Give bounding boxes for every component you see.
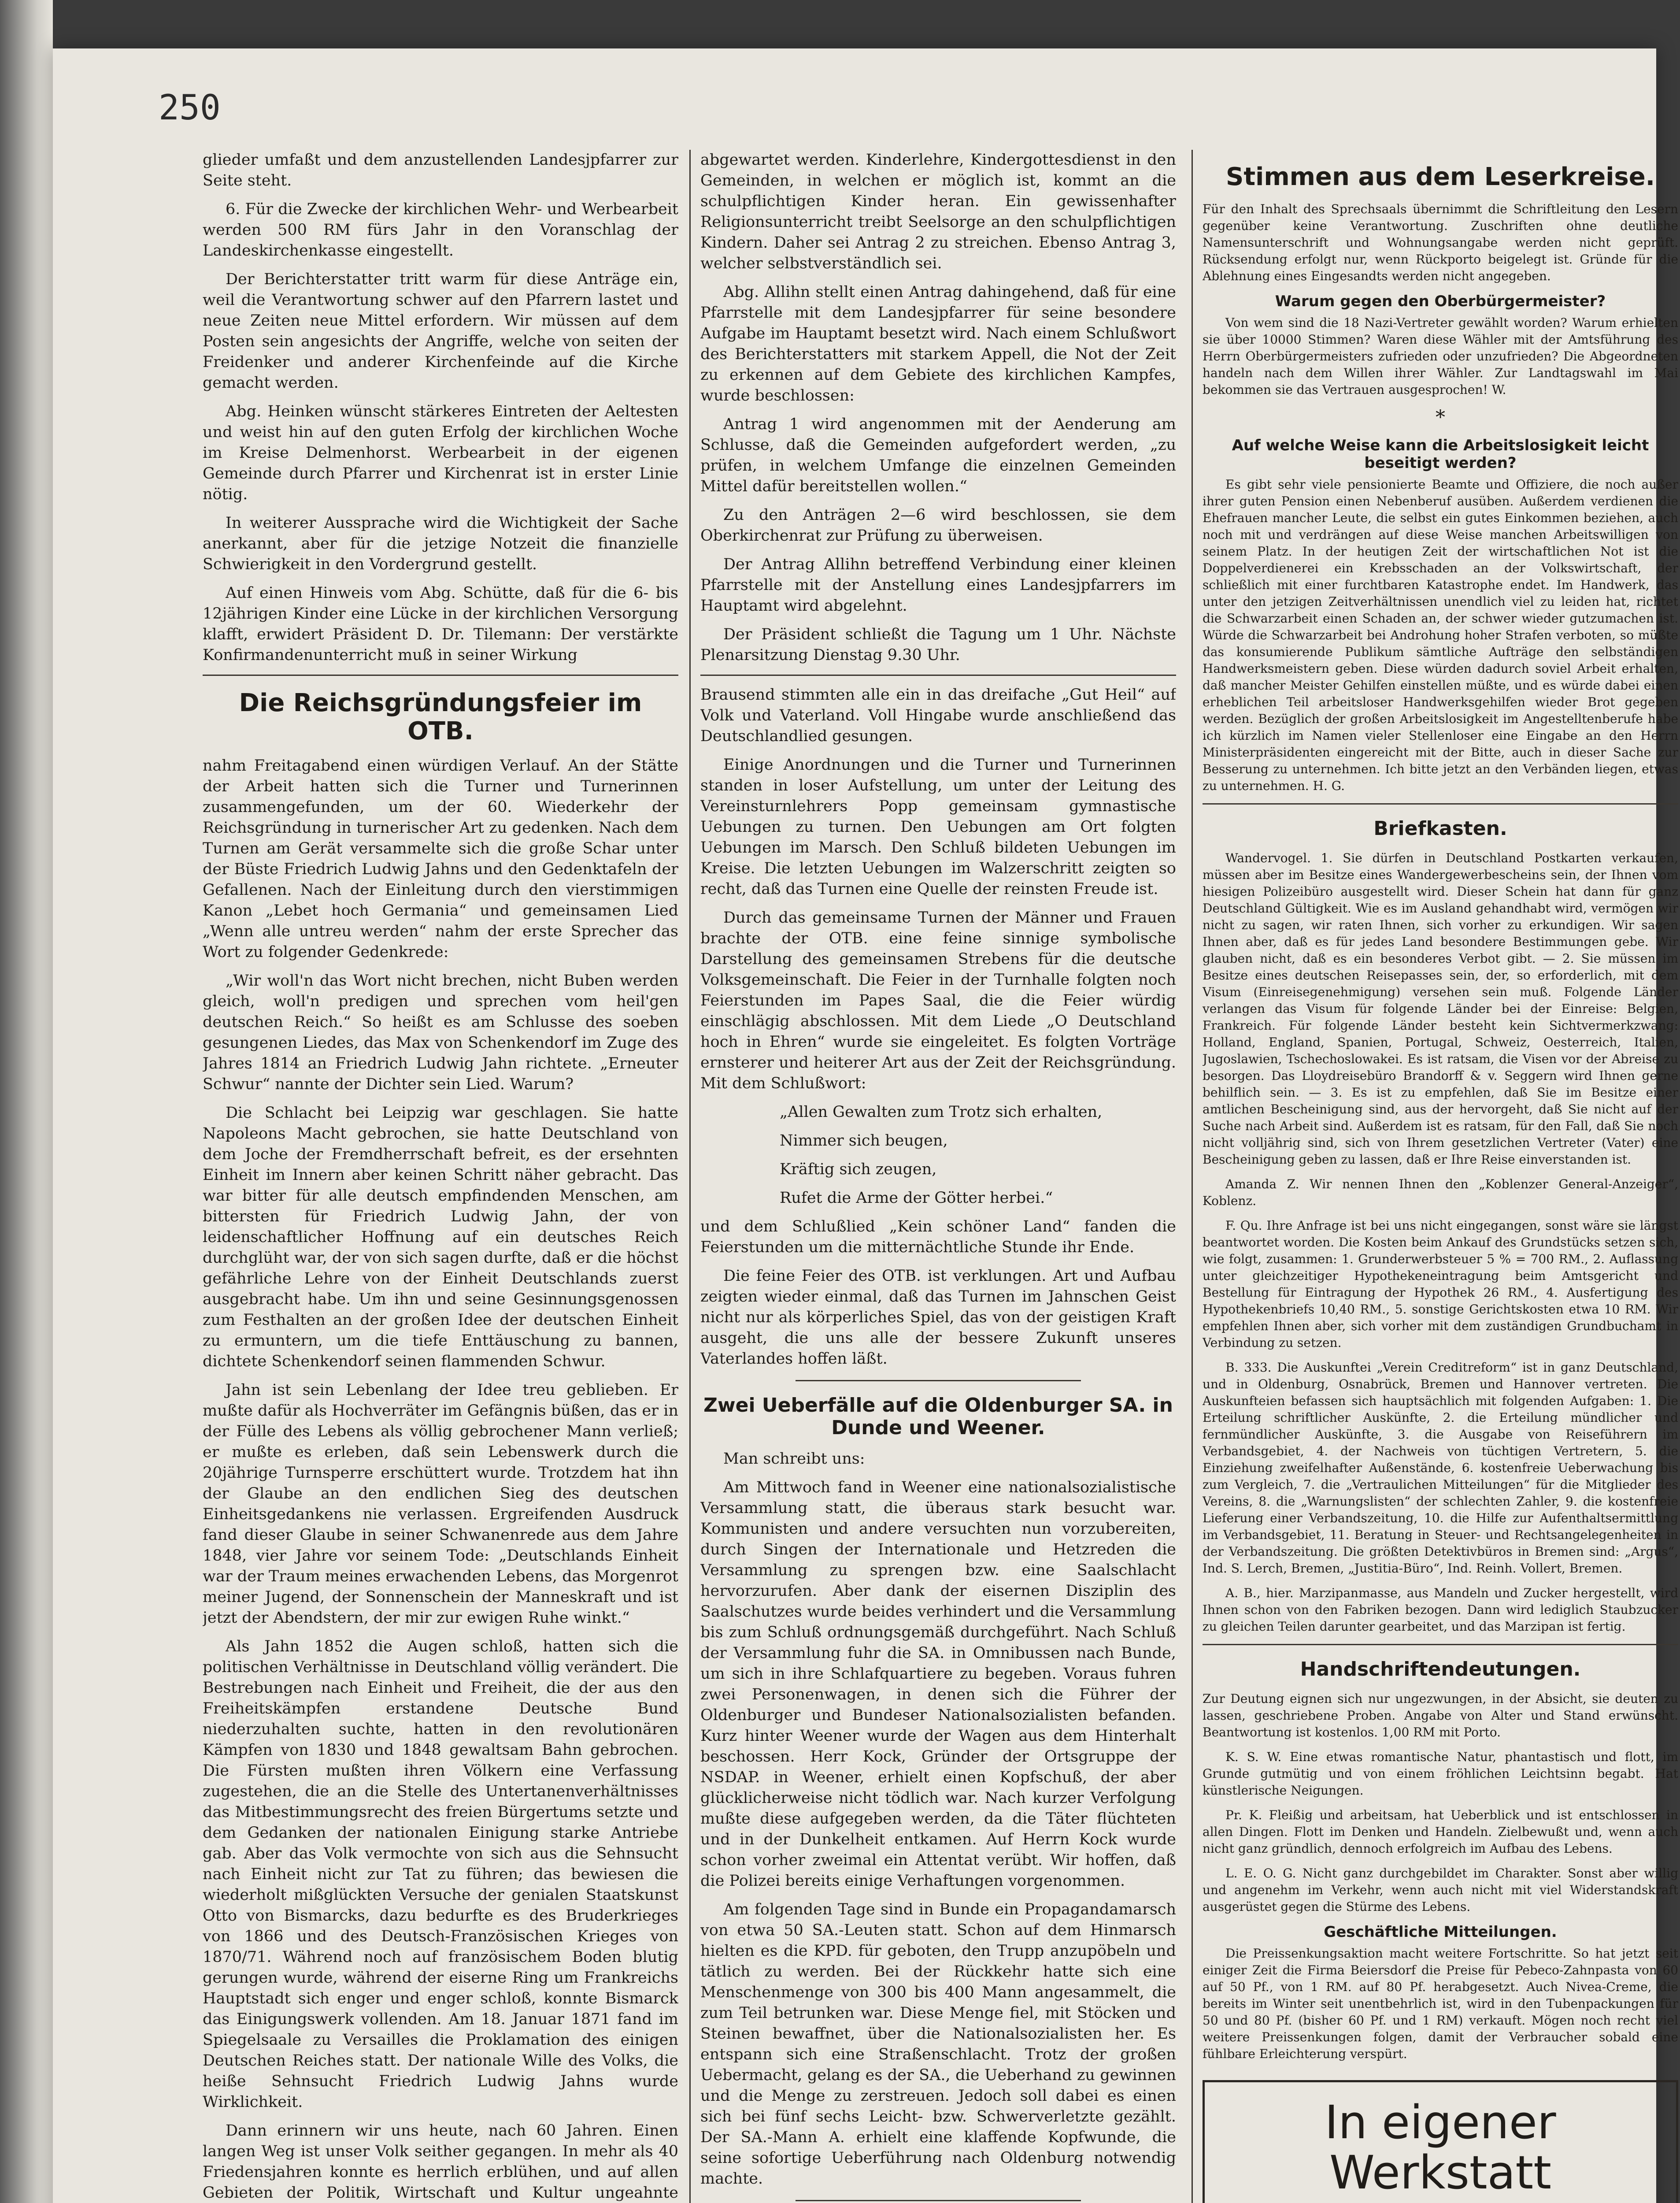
verse-line: Rufet die Arme der Götter herbei.“ (780, 1189, 1053, 1207)
article-paragraph: abgewartet werden. Kinderlehre, Kindergottesdienst in den Gemeinden, in welchen er möglich ist, kommt an die schulpflichtigen Kinder heran. Ein gewissenhafter Religionsunterricht treibt Seelsorge an den schulpflichtigen Kindern. Daher sei Antrag 2 zu streichen. Ebenso Antrag 3, welcher selbstverständlich sei. (700, 151, 1176, 272)
article-paragraph: Abg. Allihn stellt einen Antrag dahingehend, daß für eine Pfarrstelle mit dem Landesjpfarrer für seine besondere Aufgabe im Hauptamt besetzt wird. Nach einem Schlußwort des Berichterstatters mit starkem Appell, die Not der Zeit zu erkennen auf dem Gebiete des kirchlichen Kampfes, wurde beschlossen: (700, 283, 1176, 404)
newspaper-page (53, 48, 1678, 2203)
article-paragraph: Brausend stimmten alle ein in das dreifache „Gut Heil“ auf Volk und Vaterland. Voll Hingabe wurde anschließend das Deutschlandlied gesungen. (700, 686, 1176, 745)
briefkasten-entry: A. B., hier. Marzipanmasse, aus Mandeln und Zucker hergestellt, wird Ihnen schon von den Fabriken bezogen. Dann wird lediglich Staubzucker zu gleichen Teilen darunter gearbeitet, und das Marzipan ist fertig. (1203, 1585, 1678, 1634)
article-paragraph: In weiterer Aussprache wird die Wichtigkeit der Sache anerkannt, aber für die jetzige Notzeit die finanzielle Schwierigkeit in den Vordergrund gestellt. (203, 514, 678, 573)
column-3 (1203, 150, 1678, 2203)
letter-heading: Auf welche Weise kann die Arbeitslosigkeit leicht beseitigt werden? (1232, 437, 1649, 472)
article-paragraph: Am folgenden Tage sind in Bunde ein Propagandamarsch von etwa 50 SA.-Leuten statt. Schon auf dem Hinmarsch hielten es die KPD. für geboten, den Trupp anzupöbeln und tätlich zu werden. Bei der Rückkehr hatte sich eine Menschenmenge von 300 bis 400 Mann angesammelt, die zum Teil betrunken war. Diese Menge fiel, mit Stöcken und Steinen bewaffnet, über die Nationalsozialisten her. Es entspann sich eine Straßenschlacht. Trotz der großen Uebermacht, gelang es der SA., die Ueberhand zu gewinnen und die Menge zu zerstreuen. Jedoch soll dabei es einen sich bei fünf sechs Leicht- bzw. Schwerverletzte gezählt. Der SA.-Mann A. erhielt eine klaffende Kopfwunde, die seine sofortige Ueberführung nach Oldenburg notwendig machte. (700, 1901, 1176, 2188)
article-paragraph: nahm Freitagabend einen würdigen Verlauf. An der Stätte der Arbeit hatten sich die Turner und Turnerinnen zusammengefunden, um der 60. Wiederkehr der Reichsgründung in turnerischer Art zu gedenken. Nach dem Turnen am Gerät versammelte sich die große Schar unter der Büste Friedrich Ludwig Jahns und den Gedenktafeln der Gefallenen. Nach der Einleitung durch den vierstimmigen Kanon „Lebet hoch Germania“ und gemeinsamen Lied „Wenn alle untreu werden“ nahm der erste Sprecher das Wort zu folgender Gedenkrede: (203, 757, 678, 961)
article-paragraph: Der Berichterstatter tritt warm für diese Anträge ein, weil die Verantwortung schwer auf den Pfarrern lastet und neue Zeiten neue Mittel erfordern. Wir müssen auf dem Posten sein angesichts der Angriffe, welche von seiten der Freidenker und anderer Kirchenfeinde auf die Kirche gemacht werden. (203, 271, 678, 392)
verse-line: Kräftig sich zeugen, (780, 1161, 937, 1178)
briefkasten-entry: B. 333. Die Auskunftei „Verein Creditreform“ ist in ganz Deutschland, und in Oldenburg, Osnabrück, Bremen und Hannover vertreten. Die Auskunfteien befassen sich hauptsächlich mit folgenden Aufgaben: 1. Die Erteilung schriftlicher Auskünfte, 2. die Erteilung mündlicher und fernmündlicher Auskünfte, 3. die Ausgabe von Reiseführern im Verbandsgebiet, 4. der Nachweis von tüchtigen Vertretern, 5. die Einziehung zweifelhafter Außenstände, 6. kostenfreie Ueberwachung bis zum Vergleich, 7. die „Vertraulichen Mitteilungen“ für die Mitglieder des Vereins, 8. die „Warnungslisten“ der schlechten Zahler, 9. die kostenfreie Lieferung einer Verbandszeitung, 10. die Hilfe zur Aufenthaltsermittlung im Verbandsgebiet, 11. Beratung in Steuer- und Rechtsangelegenheiten in der Verbandszeitung. Die größten Detektivbüros in Bremen sind: „Argus“, Ind. S. Lerch, Bremen, „Justitia-Büro“, Ind. Reinh. Vollert, Bremen. (1203, 1360, 1678, 1576)
column-2 (700, 150, 1176, 2203)
byline: Man schreibt uns: (723, 1450, 865, 1468)
column-1 (203, 150, 678, 2203)
handschrift-entry: K. S. W. Eine etwas romantische Natur, phantastisch und flott, im Grunde gutmütig und von einem fröhlichen Leichtsinn begabt. Hat künstlerische Neigungen. (1203, 1749, 1678, 1798)
headline-leserkreise: Stimmen aus dem Leserkreise. (1226, 163, 1655, 191)
article-paragraph: Einige Anordnungen und die Turner und Turnerinnen standen in loser Aufstellung, um unter der Leitung des Vereinsturnlehrers Popp gemeinsam gymnastische Uebungen zu turnen. Den Uebungen am Ort folgten Uebungen im Marsch. Den Schluß bildeten Uebungen im Kreise. Die letzten Uebungen im Walzerschritt zeigten so recht, daß das Turnen eine Quelle der reinsten Freude ist. (700, 756, 1176, 898)
section-divider (1203, 1644, 1678, 1645)
section-divider (203, 675, 678, 676)
handschrift-entry: L. E. O. G. Nicht ganz durchgebildet im Charakter. Sonst aber willig und angenehm im Verkehr, wenn auch nicht mit viel Widerstandskraft ausgerüstet gegen die Stürme des Lebens. (1203, 1866, 1678, 1914)
headline-briefkasten: Briefkasten. (1373, 817, 1507, 840)
headline-handschriften: Handschriftendeutungen. (1300, 1658, 1581, 1680)
article-paragraph: Der Antrag Allihn betreffend Verbindung einer kleinen Pfarrstelle mit der Anstellung eines Landesjpfarrers im Hauptamt wird abgelehnt. (700, 556, 1176, 615)
article-paragraph: und dem Schlußlied „Kein schöner Land“ fanden die Feierstunden um die mitternächtliche Stunde ihr Ende. (700, 1218, 1176, 1256)
page-number: 250 (159, 88, 221, 128)
article-paragraph: Abg. Heinken wünscht stärkeres Eintreten der Aeltesten und weist hin auf den guten Erfolg der kirchlichen Woche im Kreise Delmenhorst. Werbearbeit in der eigenen Gemeinde durch Pfarrer und Kirchenrat ist in erster Linie nötig. (203, 403, 678, 503)
headline-geschaeftlich: Geschäftliche Mitteilungen. (1324, 1923, 1557, 1941)
handschriften-intro: Zur Deutung eignen sich nur ungezwungen, in der Absicht, sie deuten zu lassen, geschriebene Proben. Angabe von Alter und Stand erwünscht. Beantwortung ist kostenlos. 1,00 RM mit Porto. (1203, 1691, 1678, 1739)
section-divider (700, 675, 1176, 676)
headline-reichsgruendungsfeier: Die Reichsgründungsfeier im OTB. (239, 689, 642, 746)
article-paragraph: Jahn ist sein Lebenlang der Idee treu geblieben. Er mußte dafür als Hochverräter im Gefängnis büßen, das er in der Fülle des Lebens als völlig gebrochener Mann verließ; er mußte es erleben, daß sein Lebenswerk durch die 20jährige Turnsperre erschüttert wurde. Trotzdem hat ihn der Glaube an den endlichen Sieg des deutschen Einheitsgedankens nie verlassen. Ergreifenden Ausdruck fand dieser Glaube in seiner Schwanenrede aus dem Jahre 1848, vier Jahre vor seinem Tode: „Deutschlands Einheit war der Traum meines erwachenden Lebens, das Morgenrot meiner Jugend, der Sonnenschein der Manneskraft und ist jetzt der Abendstern, der mir zur ewigen Ruhe winkt.“ (203, 1381, 678, 1627)
reader-letter: Es gibt sehr viele pensionierte Beamte und Offiziere, die noch außer ihrer guten Pension einen Nebenberuf ausüben. Außerdem verdienen die Ehefrauen mancher Leute, die selbst ein gutes Einkommen beziehen, auch noch mit und verdrängen auf diese Weise manchen Arbeitswilligen von seinem Platz. In der heutigen Zeit der wirtschaftlichen Not ist die Doppelverdienerei ein Krebsschaden an der Volkswirtschaft, der schließlich mit einer furchtbaren Katastrophe endet. Im Handwerk, das unter den jetzigen Zeitverhältnissen unendlich viel zu leiden hat, richtet die Schwarzarbeit einen Schaden an, der schwer wieder gutzumachen ist. Würde die Schwarzarbeit bei Androhung hoher Strafen verboten, so müßte das konsumierende Publikum sämtliche Aufträge den selbständigen Handwerksmeistern geben. Diese würden dadurch soviel Arbeit erhalten, daß mancher Meister Gehilfen einstellen müßte, und es würde dabei einen erheblichen Teil arbeitsloser Handwerksgehilfen wieder Brot gegeben werden. Bezüglich der großen Arbeitslosigkeit im Angestelltenberufe habe ich kürzlich im Namen vieler Stellenloser eine Eingabe an den Herrn Ministerpräsidenten eingereicht mit der Bitte, auch in dieser Sache zur Besserung zu unternehmen. Ich bitte jetzt an den Verbänden liegen, etwas zu unternehmen. H. G. (1203, 477, 1678, 794)
article-paragraph: Am Mittwoch fand in Weener eine nationalsozialistische Versammlung statt, die überaus stark besucht war. Kommunisten und andere versuchten nun vorzubereiten, durch Singen der Internationale und Hetzreden die Versammlung zu sprengen bzw. eine Saalschlacht hervorzurufen. Aber dank der eisernen Disziplin des Saalschutzes wurde beides verhindert und die Versammlung bis zum Schluß ordnungsgemäß durchgeführt. Nach Schluß der Versammlung fuhr die SA. in Omnibussen nach Bunde, um sich in ihre Schlafquartiere zu begeben. Voraus fuhren zwei Personenwagen, in denen sich die Führer der Oldenburger und Bundeser Nationalsozialisten befanden. Kurz hinter Weener wurde der Wagen aus dem Hinterhalt beschossen. Herr Kock, Gründer der Ortsgruppe der NSDAP. in Weener, erhielt einen Kopfschuß, der aber glücklicherweise nicht tödlich war. Nach kurzer Verfolgung mußte diese aufgegeben werden, da die Täter flüchteten und in der Dunkelheit entkamen. Auf Herrn Kock wurde schon vorher zweimal ein Attentat verübt. Wir hoffen, daß die Polizei bereits einige Verhaftungen vorgenommen. (700, 1479, 1176, 1890)
disclaimer: Für den Inhalt des Sprechsaals übernimmt die Schriftleitung den Lesern gegenüber keine Verantwortung. Zuschriften ohne deutliche Namensunterschrift und Wohnungsangabe werden nicht geprüft. Rücksendung erfolgt nur, wenn Rückporto beigelegt ist. Gründe für die Ablehnung eines Eingesandts werden nicht angegeben. (1203, 202, 1678, 284)
section-divider (1203, 803, 1678, 805)
article-paragraph: Dann erinnern wir uns heute, nach 60 Jahren. Einen langen Weg ist unser Volk seither gegangen. In mehr als 40 Friedensjahren konnte es herrlich erblühen, und auf allen Gebieten der Politik, Wirtschaft und Kultur ungeahnte (203, 2121, 678, 2202)
letter-heading: Warum gegen den Oberbürgermeister? (1275, 293, 1606, 311)
section-divider (796, 1380, 1081, 1381)
verse-line: Nimmer sich beugen, (780, 1132, 948, 1150)
article-paragraph: Als Jahn 1852 die Augen schloß, hatten sich die politischen Verhältnisse in Deutschland völlig verändert. Die Bestrebungen nach Einheit und Freiheit, die der aus den Freiheitskämpfen erstandene Deutsche Bund niederzuhalten suchte, hatten in den revolutionären Kämpfen von 1830 und 1848 gewaltsam Bahn gebrochen. Die Fürsten mußten ihren Völkern eine Verfassung zugestehen, die an die Stelle des Untertanenverhältnisses das Mitbestimmungsrecht des freien Bürgertums setzte und dem Gedanken der nationalen Einigung starke Antriebe gab. Aber das Volk vermochte von sich aus die Sehnsucht nach Einheit nicht zur Tat zu führen; das bewiesen die wiederholt mißglückten Versuche der genialen Staatskunst Otto von Bismarcks, dazu bedurfte es des Bruderkrieges von 1866 und des Deutsch-Französischen Krieges von 1870/71. Während noch auf französischem Boden blutig gerungen wurde, während der eiserne Ring um Frankreichs Hauptstadt sich enger und enger schloß, konnte Bismarck das Einigungswerk vollenden. Am 18. Januar 1871 fand im Spiegelsaale zu Versailles die Proklamation des einigen Deutschen Reiches statt. Der nationale Wille des Volks, die heiße Sehnsucht Friedrich Ludwig Jahns wurde Wirklichkeit. (203, 1637, 678, 2111)
briefkasten-entry: F. Qu. Ihre Anfrage ist bei uns nicht eingegangen, sonst wäre sie längst beantwortet worden. Die Kosten beim Ankauf des Grundstücks setzen sich, wie folgt, zusammen: 1. Grunderwerbsteuer 5 % = 700 RM., 2. Auflassung unter gleichzeitiger Hypothekeneintragung beim Amtsgericht und Bestellung für Eintragung der Hypothek 26 RM., 4. Ausfertigung des Hypothekenbriefs 10,40 RM., 5. sonstige Gerichtskosten etwa 10 RM. Wir empfehlen Ihnen aber, sich vorher mit dem zuständigen Grundbuchamt in Verbindung zu setzen. (1203, 1218, 1678, 1350)
article-paragraph: Auf einen Hinweis vom Abg. Schütte, daß für die 6- bis 12jährigen Kinder eine Lücke in der kirchlichen Versorgung klafft, erwidert Präsident D. Dr. Tilemann: Der verstärkte Konfirmandenunterricht muß in seiner Wirkung (203, 584, 678, 664)
article-paragraph: Die feine Feier des OTB. ist verklungen. Art und Aufbau zeigten wieder einmal, daß das Turnen im Jahnschen Geist nicht nur als körperliches Spiel, das von der geistigen Kraft ausgeht, die uns alle der bessere Zukunft unseres Vaterlandes hoffen läßt. (700, 1267, 1176, 1368)
section-divider (796, 2200, 1081, 2201)
article-paragraph: Antrag 1 wird angenommen mit der Aenderung am Schlusse, daß die Gemeinden aufgefordert werden, „zu prüfen, in welchem Umfange die einzelnen Gemeinden Mittel dafür bereitstellen wollen.“ (700, 415, 1176, 495)
headline-ueberfaelle: Zwei Ueberfälle auf die Oldenburger SA. in Dunde und Weener. (703, 1394, 1173, 1439)
verse-line: „Allen Gewalten zum Trotz sich erhalten, (780, 1103, 1103, 1121)
asterisk-separator: * (1436, 406, 1445, 429)
article-paragraph: Der Präsident schließt die Tagung um 1 Uhr. Nächste Plenarsitzung Dienstag 9.30 Uhr. (700, 626, 1176, 664)
briefkasten-entry: Wandervogel. 1. Sie dürfen in Deutschland Postkarten verkaufen, müssen aber im Besitze eines Wandergewerbescheins sein, der Ihnen vom hiesigen Polizeibüro ausgestellt wird. Dieser Schein hat dann für ganz Deutschland Gültigkeit. Wie es im Ausland gehandhabt wird, vermögen wir nicht zu sagen, wir raten Ihnen, sich vorher zu erkundigen. Wir sagen Ihnen aber, daß es für jedes Land besondere Bestimmungen gebe. Wir glauben nicht, daß es ein besonderes Verbot gibt. — 2. Sie müssen im Besitze eines deutschen Reisepasses sein, der, so erforderlich, mit dem Visum (Einreisegenehmigung) versehen sein muß. Folgende Länder verlangen das Visum für folgende Länder bei der Einreise: Belgien, Frankreich. Für folgende Länder besteht kein Sichtvermerkzwang: Holland, England, Spanien, Portugal, Schweiz, Oesterreich, Italien, Jugoslawien, Tschechoslowakei. Es ist ratsam, die Visen vor der Abreise zu besorgen. Das Lloydreisebüro Brandorff & v. Seggern wird Ihnen gerne behilflich sein. — 3. Es ist zu empfehlen, daß Sie im Besitze einer amtlichen Bescheinigung sind, aus der hervorgeht, daß Sie nicht auf der Suche nach Arbeit sind. Außerdem ist es ratsam, für den Fall, daß Sie noch nicht volljährig sind, sich von Ihrem gesetzlichen Vertreter (Vater) eine Bescheinigung geben zu lassen, daß er Ihre Reise einverstanden ist. (1203, 850, 1678, 1167)
column-rule (689, 150, 691, 2203)
column-rule (1192, 150, 1193, 2203)
briefkasten-entry: Amanda Z. Wir nennen Ihnen den „Koblenzer General-Anzeiger“, Koblenz. (1203, 1176, 1678, 1208)
article-paragraph: glieder umfaßt und dem anzustellenden Landesjpfarrer zur Seite steht. (203, 151, 678, 189)
article-paragraph: „Wir woll'n das Wort nicht brechen, nicht Buben werden gleich, woll'n predigen und sprechen vom heil'gen deutschen Reich.“ So heißt es am Schlusse des soeben gesungenen Liedes, das Max von Schenkendorf im Zuge des Jahres 1814 an Friedrich Ludwig Jahn richtete. „Erneuter Schwur“ nannte der Dichter sein Lied. Warum? (203, 972, 678, 1093)
advertisement-duererhaus (1203, 2080, 1678, 2203)
handschrift-entry: Pr. K. Fleißig und arbeitsam, hat Ueberblick und ist entschlossen in allen Dingen. Flott im Denken und Handeln. Zielbewußt und, wenn auch nicht ganz gründlich, dennoch erfolgreich im Aufbau des Lebens. (1203, 1807, 1678, 1856)
article-paragraph: Zu den Anträgen 2—6 wird beschlossen, sie dem Oberkirchenrat zur Prüfung zu überweisen. (700, 506, 1176, 545)
article-paragraph: 6. Für die Zwecke der kirchlichen Wehr- und Werbearbeit werden 500 RM fürs Jahr in den Voranschlag der Landeskirchenkasse eingestellt. (203, 200, 678, 260)
ad-title: In eigener Werkstatt (1325, 2095, 1556, 2199)
book-spine (0, 0, 53, 2203)
reader-letter: Von wem sind die 18 Nazi-Vertreter gewählt worden? Warum erhielten sie über 10000 Stimmen? Waren diese Wähler mit der Amtsführung des Herrn Oberbürgermeisters zufrieden oder unzufrieden? Die Abgeordneten handeln nach dem Willen ihrer Wähler. Zur Landtagswahl im Mai bekommen sie das Vertrauen ausgesprochen! W. (1203, 315, 1678, 397)
article-paragraph: Durch das gemeinsame Turnen der Männer und Frauen brachte der OTB. eine feine sinnige symbolische Darstellung des gemeinsamen Strebens für die deutsche Volksgemeinschaft. Die Feier in der Turnhalle folgten noch Feierstunden im Papes Saal, die die Feier würdig einschlägig abschlossen. Mit dem Liede „O Deutschland hoch in Ehren“ wurde sie eingeleitet. Es folgten Vorträge ernsterer und heiterer Art aus der Zeit der Reichsgründung. Mit dem Schlußwort: (700, 909, 1176, 1092)
business-notice: Die Preissenkungsaktion macht weitere Fortschritte. So hat jetzt seit einiger Zeit die Firma Beiersdorf die Preise für Pebeco-Zahnpasta von 60 auf 50 Pf., von 1 RM. auf 80 Pf. herabgesetzt. Auch Nivea-Creme, die bereits im Winter seit unentbehrlich ist, wird in den Tubenpackungen für 50 und 80 Pf. (bisher 60 Pf. und 1 RM) verkauft. Mögen noch recht viel weitere Preissenkungen folgen, damit der Verbraucher sobald eine fühlbare Erleichterung verspürt. (1203, 1946, 1678, 2061)
article-paragraph: Die Schlacht bei Leipzig war geschlagen. Sie hatte Napoleons Macht gebrochen, sie hatte Deutschland von dem Joche der Fremdherrschaft befreit, es der ersehnten Einheit im Innern aber keinen Schritt näher gebracht. Das war bitter für alle deutsch empfindenden Menschen, am bittersten für Friedrich Ludwig Jahn, der von leidenschaftlicher Hoffnung auf ein deutsches Reich durchglüht war, der von sich sagen durfte, daß er die höchst gefährliche Lehre von der Einheit Deutschlands zuerst ausgebracht habe. Um ihn und seine Gesinnungsgenossen zum Festhalten an der großen Idee der deutschen Einheit zu ermuntern, um die tiefe Enttäuschung zu bannen, dichtete Schenkendorf seinen flammenden Schwur. (203, 1104, 678, 1370)
